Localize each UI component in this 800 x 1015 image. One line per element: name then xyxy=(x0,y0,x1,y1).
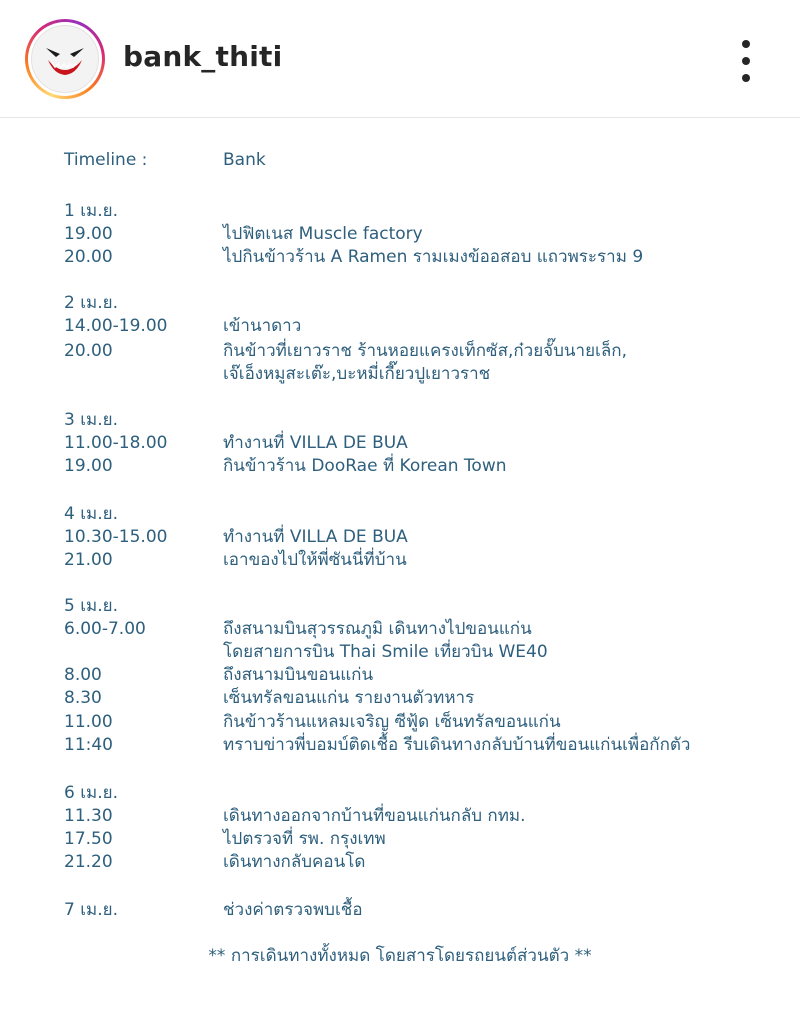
joker-smile-icon xyxy=(32,26,98,92)
entry-time: 8.30 xyxy=(64,688,102,708)
entry-text: ถึงสนามบินสุวรรณภูมิ เดินทางไปขอนแก่น xyxy=(223,619,532,639)
entry-time: 20.00 xyxy=(64,247,113,267)
entry-time: 21.00 xyxy=(64,550,113,570)
day-date: 1 เม.ย. xyxy=(64,201,119,221)
entry-time: 11.30 xyxy=(64,806,113,826)
entry-time: 17.50 xyxy=(64,829,113,849)
entry-text: ไปตรวจที่ รพ. กรุงเทพ xyxy=(223,829,386,849)
more-options-button[interactable] xyxy=(730,40,762,82)
entry-time: 19.00 xyxy=(64,456,113,476)
post-image xyxy=(0,119,800,1015)
more-vertical-icon xyxy=(742,40,750,48)
story-ring[interactable] xyxy=(25,19,105,99)
day-date: 4 เม.ย. xyxy=(64,504,119,524)
username[interactable]: bank_thiti xyxy=(123,40,283,73)
entry-text: เดินทางออกจากบ้านที่ขอนแก่นกลับ กทม. xyxy=(223,806,526,826)
entry-text: ถึงสนามบินขอนแก่น xyxy=(223,665,374,685)
entry-time: 11.00 xyxy=(64,712,113,732)
entry-time: 14.00-19.00 xyxy=(64,316,168,336)
entry-text: ไปฟิตเนส Muscle factory xyxy=(223,224,423,244)
day-date: 3 เม.ย. xyxy=(64,410,119,430)
entry-time: 11.00-18.00 xyxy=(64,433,168,453)
entry-text: ทราบข่าวพี่บอมบ์ติดเชื้อ รีบเดินทางกลับบ้านที่ขอนแก่นเพื่อกักตัว xyxy=(223,735,691,755)
avatar[interactable] xyxy=(31,25,99,93)
entry-time: 8.00 xyxy=(64,665,102,685)
day-date: 7 เม.ย. xyxy=(64,900,119,920)
entry-text: กินข้าวร้าน DooRae ที่ Korean Town xyxy=(223,456,507,476)
day-date: 6 เม.ย. xyxy=(64,783,119,803)
entry-text: ช่วงค่าตรวจพบเชื้อ xyxy=(223,900,363,920)
post-header xyxy=(0,0,800,118)
day-date: 2 เม.ย. xyxy=(64,293,119,313)
timeline-label: Timeline : xyxy=(64,150,148,170)
entry-text: โดยสายการบิน Thai Smile เที่ยวบิน WE40 xyxy=(223,642,548,662)
entry-text: กินข้าวที่เยาวราช ร้านหอยแครงเท็กซัส,ก๋วยจั๊บนายเล็ก, xyxy=(223,341,627,361)
entry-text: เข้านาดาว xyxy=(223,316,302,336)
entry-text: เดินทางกลับคอนโด xyxy=(223,852,366,872)
entry-text: ทำงานที่ VILLA DE BUA xyxy=(223,527,408,547)
entry-time: 11:40 xyxy=(64,735,113,755)
entry-time: 19.00 xyxy=(64,224,113,244)
entry-text: กินข้าวร้านแหลมเจริญ ซีฟู้ด เซ็นทรัลขอนแก่น xyxy=(223,712,561,732)
entry-time: 6.00-7.00 xyxy=(64,619,146,639)
entry-text: ไปกินข้าวร้าน A Ramen รามเมงข้ออสอบ แถวพระราม 9 xyxy=(223,247,644,267)
entry-time: 10.30-15.00 xyxy=(64,527,168,547)
travel-note: ** การเดินทางทั้งหมด โดยสารโดยรถยนต์ส่วนตัว ** xyxy=(208,946,592,966)
entry-text: เซ็นทรัลขอนแก่น รายงานตัวทหาร xyxy=(223,688,475,708)
entry-text: เอาของไปให้พี่ซันนี่ที่บ้าน xyxy=(223,550,407,570)
timeline-person: Bank xyxy=(223,150,266,170)
entry-text: ทำงานที่ VILLA DE BUA xyxy=(223,433,408,453)
entry-time: 20.00 xyxy=(64,341,113,361)
entry-time: 21.20 xyxy=(64,852,113,872)
day-date: 5 เม.ย. xyxy=(64,596,119,616)
entry-text: เจ๊เอ็งหมูสะเต๊ะ,บะหมี่เกี๊ยวปูเยาวราช xyxy=(223,364,491,384)
